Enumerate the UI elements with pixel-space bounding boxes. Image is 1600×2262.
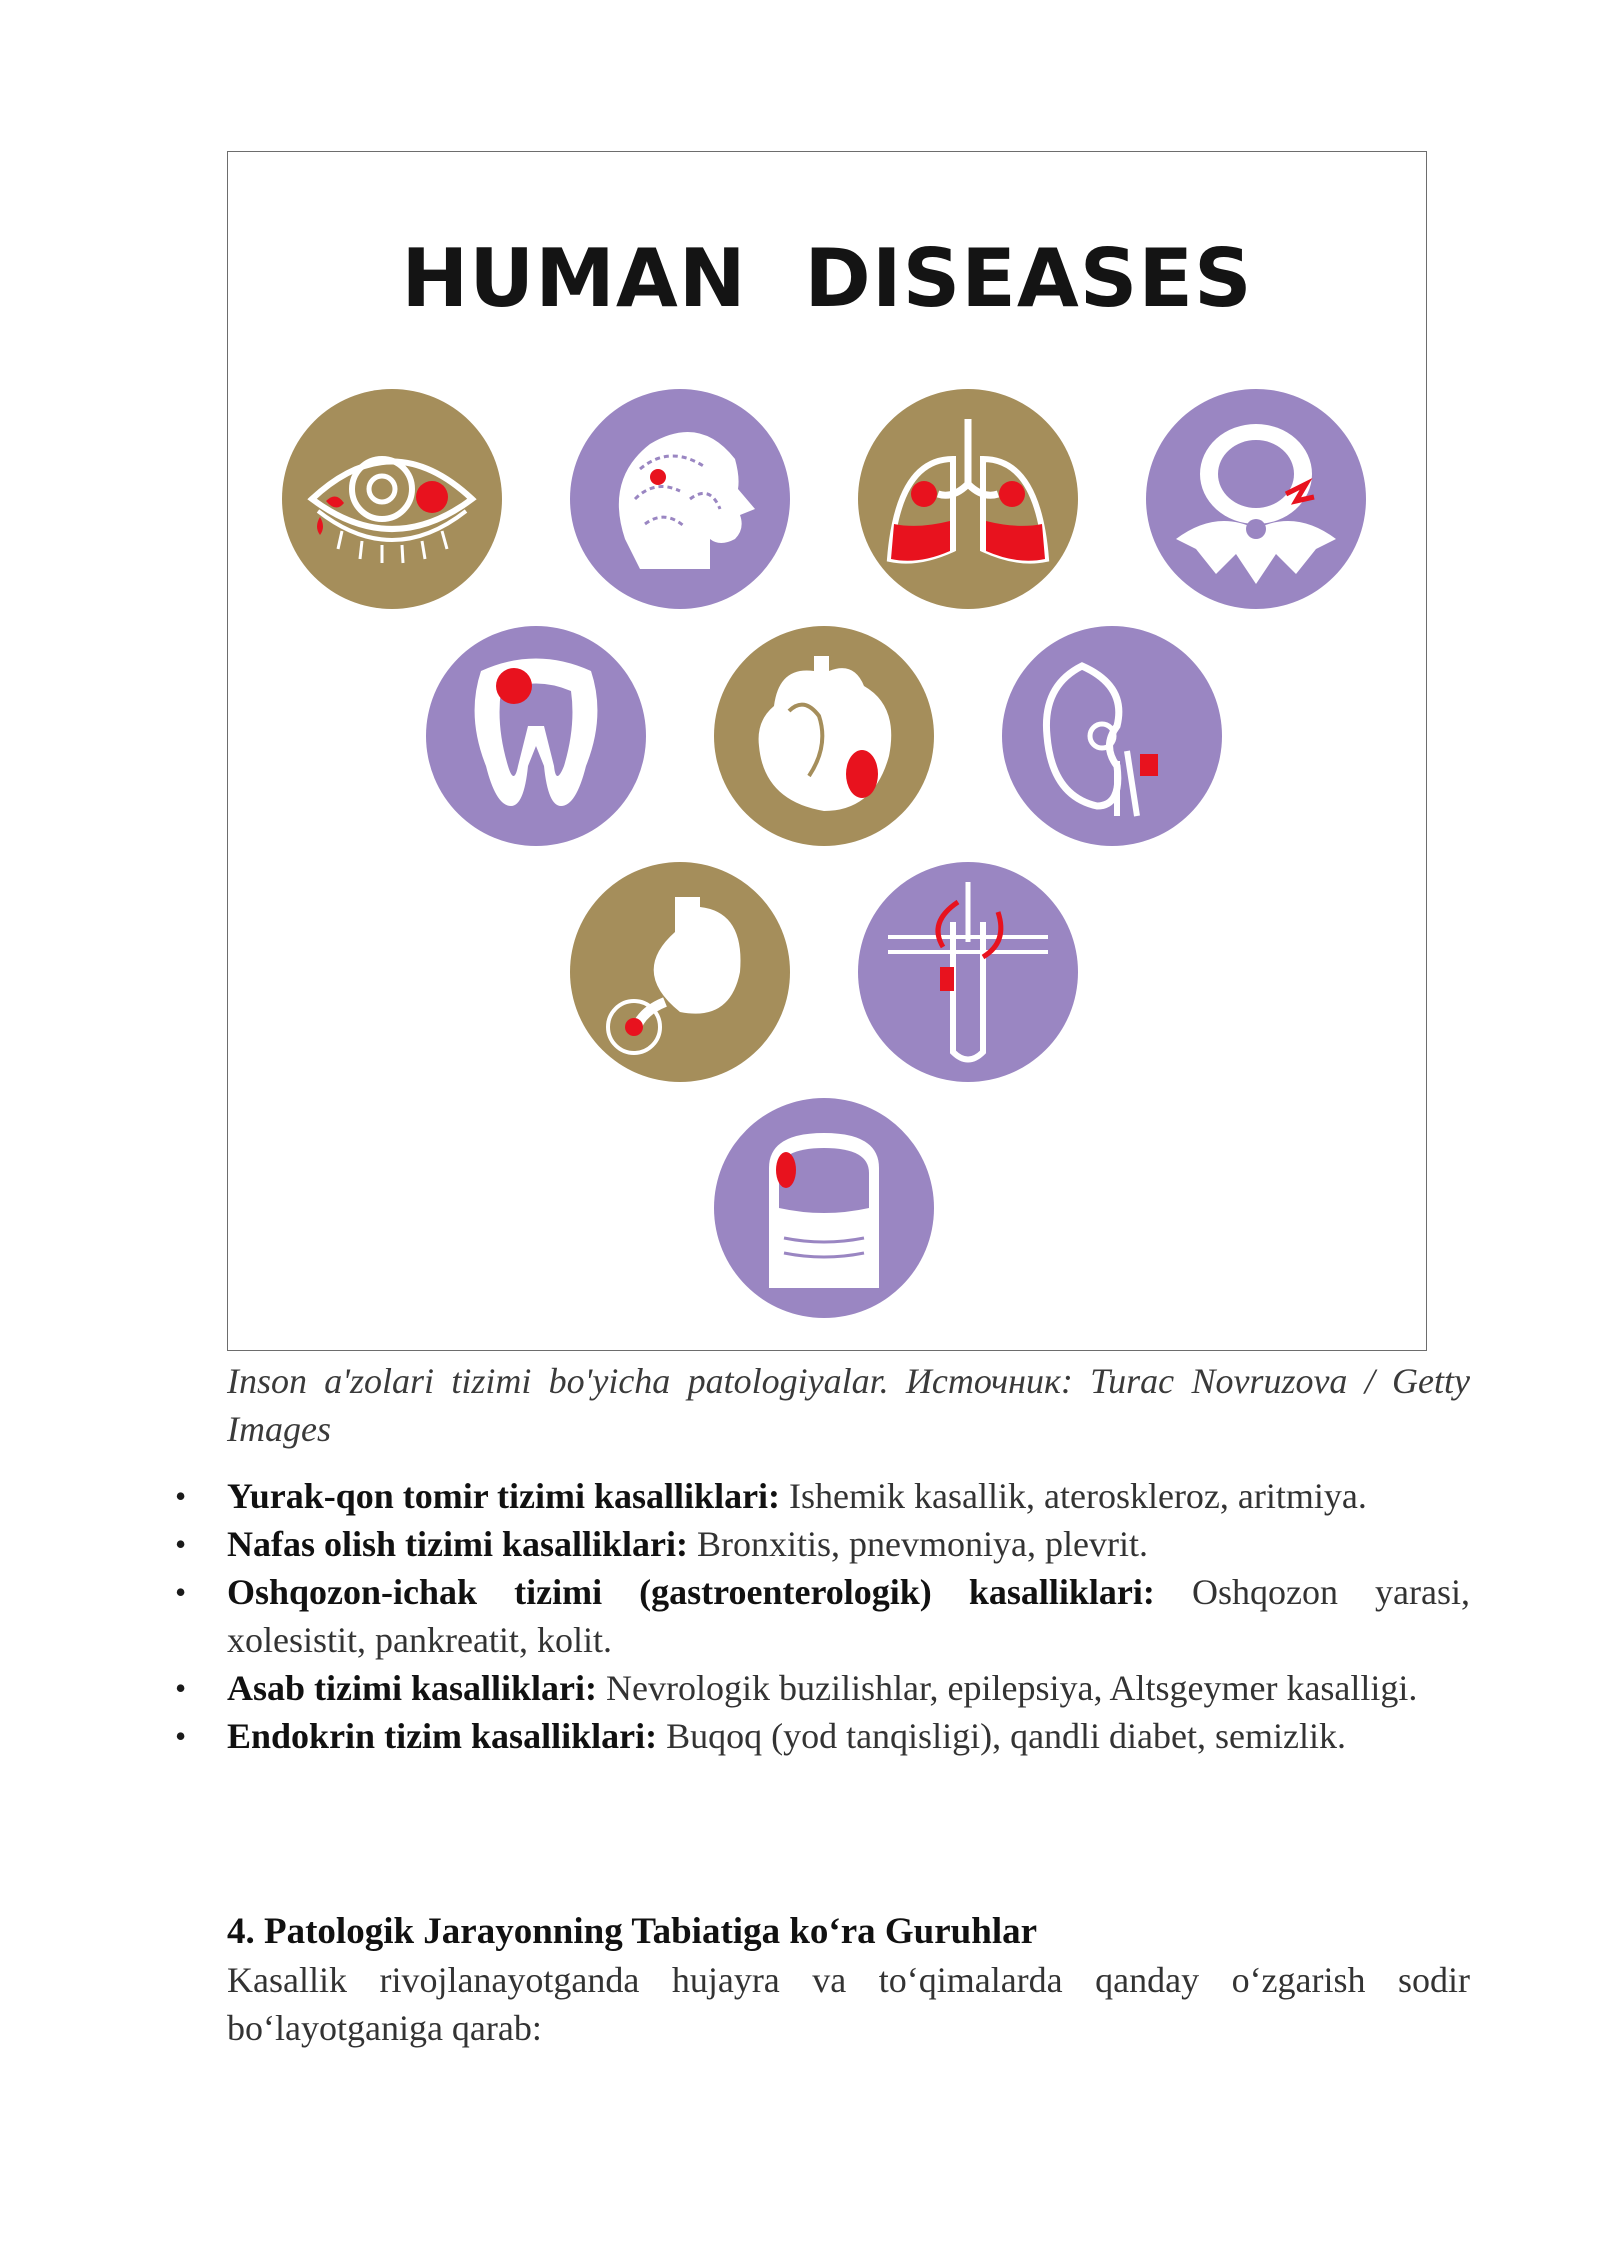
list-item-term: Yurak-qon tomir tizimi kasalliklari:	[227, 1476, 781, 1516]
list-item-term: Nafas olish tizimi kasalliklari:	[227, 1524, 689, 1564]
section-paragraph: Kasallik rivojlanayotganda hujayra va toʻqimalarda qanday oʻzgarish sodir boʻlayotganiga qarab:	[227, 1960, 1470, 2048]
list-item	[227, 1472, 1470, 1520]
stomach-disease-icon	[570, 862, 790, 1082]
spine-disease-icon	[1146, 389, 1366, 609]
list-item	[227, 1568, 1470, 1664]
list-item-term: Oshqozon-ichak tizimi (gastroenterologik) kasalliklari:	[227, 1572, 1155, 1612]
list-item-term: Asab tizimi kasalliklari:	[227, 1668, 598, 1708]
list-item-text: Nevrologik buzilishlar, epilepsiya, Altsgeymer kasalligi.	[597, 1668, 1418, 1708]
lungs-disease-icon	[858, 389, 1078, 609]
list-item	[227, 1712, 1470, 1760]
list-item	[227, 1664, 1470, 1712]
disease-list	[227, 1472, 1470, 1760]
tooth-disease-icon	[426, 626, 646, 846]
hair-skin-disease-icon	[858, 862, 1078, 1082]
list-item-text: Ishemik kasallik, ateroskleroz, aritmiya.	[780, 1476, 1367, 1516]
list-item	[227, 1520, 1470, 1568]
eye-disease-icon	[282, 389, 502, 609]
section-heading: 4. Patologik Jarayonning Tabiatiga koʻra Guruhlar	[227, 1911, 1038, 1952]
heart-disease-icon	[714, 626, 934, 846]
list-item-text: Oshqozon yarasi, xolesistit, pankreatit, kolit.	[227, 1572, 1470, 1660]
figure-title: HUMAN DISEASES	[401, 232, 1253, 325]
nail-disease-icon	[714, 1098, 934, 1318]
list-item-text: Buqoq (yod tanqisligi), qandli diabet, semizlik.	[657, 1716, 1346, 1756]
kidney-disease-icon	[1002, 626, 1222, 846]
list-item-text: Bronxitis, pnevmoniya, plevrit.	[688, 1524, 1148, 1564]
brain-disease-icon	[570, 389, 790, 609]
human-diseases-figure	[227, 151, 1427, 1351]
figure-caption: Inson a'zolari tizimi bo'yicha patologiyalar. Источник: Turac Novruzova / Getty Images	[227, 1361, 1470, 1449]
list-item-term: Endokrin tizim kasalliklari:	[227, 1716, 658, 1756]
